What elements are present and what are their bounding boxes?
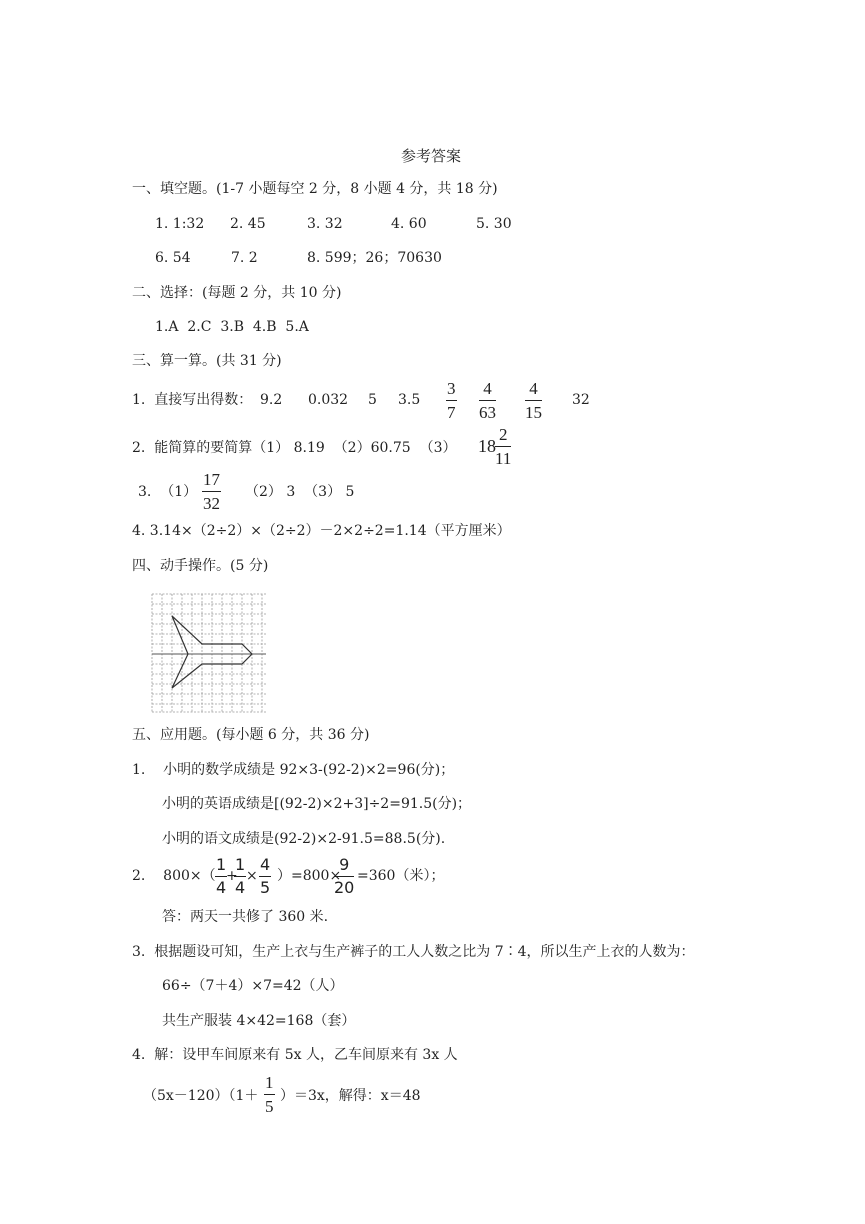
q1-value-last: 32 (572, 392, 590, 408)
choice-answers: 1.A 2.C 3.B 4.B 5.A (155, 319, 309, 335)
fraction-denominator: 5 (260, 877, 271, 897)
app-q2-fraction-4 (334, 857, 354, 897)
app-q4-equation-pre: （5x－120）（1＋ (143, 1088, 259, 1104)
fraction-denominator: 7 (447, 402, 456, 422)
fill-answer-2: 2. 45 (230, 216, 266, 232)
fraction-denominator: 5 (265, 1096, 274, 1116)
fraction-numerator: 9 (339, 855, 350, 874)
section-2-header: 二、选择：(每题 2 分，共 10 分) (132, 285, 342, 301)
fraction-denominator: 4 (216, 877, 227, 897)
q1-value-3: 5 (368, 392, 377, 408)
app-q2-end: =360（米）； (357, 868, 445, 884)
q3-label: 3. （1） (138, 484, 198, 500)
section-4-header: 四、动手操作。(5 分) (132, 558, 269, 574)
page-title: 参考答案 (401, 147, 462, 165)
app-q2-prefix: 2. 800×（ (132, 868, 216, 884)
fraction-denominator: 4 (235, 877, 246, 897)
fraction-numerator: 3 (447, 379, 456, 398)
fraction-numerator: 17 (203, 470, 220, 489)
app-q2-answer: 答：两天一共修了 360 米. (162, 909, 329, 925)
fraction-denominator: 63 (479, 402, 496, 422)
fraction-denominator: 11 (495, 448, 512, 468)
section-5-header: 五、应用题。(每小题 6 分，共 36 分) (132, 727, 370, 743)
app-q4-setup: 4. 解：设甲车间原来有 5x 人，乙车间原来有 3x 人 (132, 1047, 458, 1063)
q4-formula: 4. 3.14×（2÷2）×（2÷2）－2×2÷2=1.14（平方厘米） (132, 523, 511, 539)
grid-lines (152, 594, 266, 712)
fraction-numerator: 1 (235, 855, 246, 874)
section-1-header: 一、填空题。(1-7 小题每空 2 分，8 小题 4 分，共 18 分) (132, 181, 498, 197)
app-q4-fraction (264, 1074, 275, 1116)
q1-label: 1. 直接写出得数： (132, 392, 253, 408)
fill-answer-3: 3. 32 (307, 216, 343, 232)
fraction-numerator: 4 (483, 379, 492, 398)
app-q1-math: 1. 小明的数学成绩是 92×3-(92-2)×2=96(分)； (132, 762, 455, 778)
app-q2-fraction-3 (259, 857, 271, 897)
fill-answer-8: 8. 599；26；70630 (307, 250, 442, 266)
app-q1-chinese: 小明的语文成绩是(92-2)×2-91.5=88.5(分). (162, 831, 446, 847)
app-q3-setup: 3. 根据题设可知，生产上衣与生产裤子的工人人数之比为 7∶4，所以生产上衣的人数为： (132, 944, 695, 960)
fraction-numerator: 4 (529, 379, 538, 398)
fill-answer-5: 5. 30 (476, 216, 512, 232)
fill-answer-7: 7. 2 (231, 250, 258, 266)
fraction-denominator: 32 (203, 493, 220, 513)
app-q4-equation-post: ）＝3x，解得：x＝48 (280, 1088, 421, 1104)
q1-fraction-1 (446, 380, 457, 422)
app-q2-mid: ）=800× (277, 868, 342, 884)
q1-value-1: 9.2 (260, 392, 283, 408)
q1-value-4: 3.5 (398, 392, 421, 408)
fraction-denominator: 15 (525, 402, 542, 422)
q2-label: 2. 能简算的要简算（1） 8.19 （2）60.75 （3） (132, 440, 457, 456)
fill-answer-6: 6. 54 (155, 250, 191, 266)
q1-fraction-3 (525, 380, 542, 422)
fill-answer-4: 4. 60 (391, 216, 427, 232)
fraction-numerator: 1 (216, 855, 227, 874)
q2-whole: 18 (478, 436, 496, 456)
app-q2-plus: + (226, 868, 238, 884)
fill-answer-1: 1. 1:32 (155, 216, 205, 232)
section-3-header: 三、算一算。(共 31 分) (132, 353, 282, 369)
grid-drawing-figure (150, 592, 268, 714)
fraction-denominator: 20 (334, 877, 355, 897)
fraction-numerator: 1 (265, 1073, 274, 1092)
app-q1-english: 小明的英语成绩是[(92-2)×2+3]÷2=91.5(分)； (162, 796, 472, 812)
fraction-numerator: 2 (498, 425, 508, 444)
q1-fraction-2 (479, 380, 496, 422)
q2-fraction (495, 426, 511, 468)
app-q3-total: 共生产服装 4×42=168（套） (162, 1013, 356, 1029)
app-q2-fraction-2 (234, 857, 246, 897)
app-q2-times: × (246, 868, 258, 884)
fraction-numerator: 4 (260, 855, 271, 874)
app-q3-step: 66÷（7＋4）×7=42（人） (162, 978, 344, 994)
q3-rest: （2） 3 （3） 5 (245, 484, 355, 500)
q1-value-2: 0.032 (308, 392, 349, 408)
q3-fraction (202, 471, 221, 513)
